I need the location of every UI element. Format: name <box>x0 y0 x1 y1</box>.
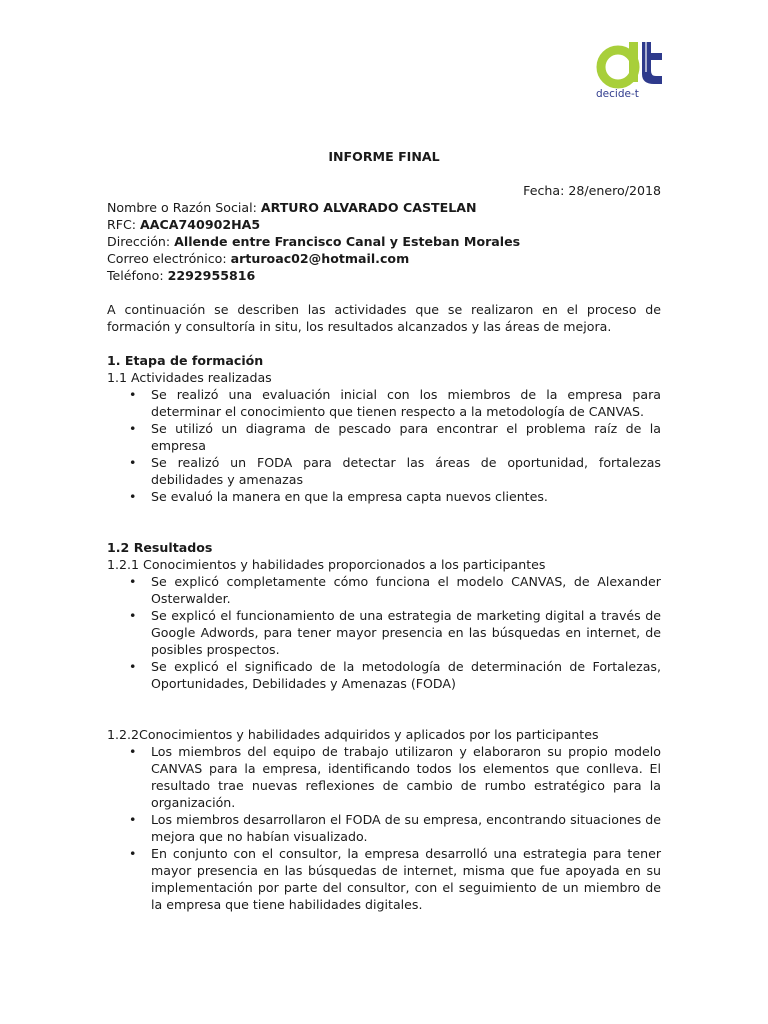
report-content <box>107 148 661 913</box>
section-1-2-2-subheading: 1.2.2Conocimientos y habilidades adquiridos y aplicados por los participantes <box>107 727 599 742</box>
list-item: • Se explicó el funcionamiento de una estrategia de marketing digital a través de Google Adwords, para tener mayor presencia en las búsquedas en internet, de posibles prospectos. <box>151 607 661 658</box>
field-email: Correo electrónico: arturoac02@hotmail.com <box>107 251 410 266</box>
section-1-2-1-list <box>107 573 661 692</box>
list-item: • Se evaluó la manera en que la empresa capta nuevos clientes. <box>151 488 661 505</box>
list-item: • Se realizó un FODA para detectar las áreas de oportunidad, fortalezas debilidades y amenazas <box>151 454 661 488</box>
field-phone: Teléfono: 2292955816 <box>107 268 256 283</box>
report-title: INFORME FINAL <box>328 149 440 164</box>
section-1-2-heading: 1.2 Resultados <box>107 540 213 555</box>
list-item: • Los miembros del equipo de trabajo utilizaron y elaboraron su propio modelo CANVAS para la empresa, identificando todos los elementos que conlleva. El resultado trae nuevas reflexiones de cambio de rumbo estratégico para la organización. <box>151 743 661 811</box>
company-logo <box>596 40 666 106</box>
section-1-heading: 1. Etapa de formación <box>107 353 264 368</box>
logo-text: decide-t <box>596 88 639 100</box>
section-1-2-1-subheading: 1.2.1 Conocimientos y habilidades proporcionados a los participantes <box>107 557 546 572</box>
field-address: Dirección: Allende entre Francisco Canal y Esteban Morales <box>107 234 521 249</box>
field-rfc: RFC: AACA740902HA5 <box>107 217 261 232</box>
list-item: • Los miembros desarrollaron el FODA de su empresa, encontrando situaciones de mejora que no habían visualizado. <box>151 811 661 845</box>
list-item: • En conjunto con el consultor, la empresa desarrolló una estrategia para tener mayor presencia en las búsquedas de internet, misma que fue apoyada en su implementación por parte del consultor, con el seguimiento de un miembro de la empresa que tiene habilidades digitales. <box>151 845 661 913</box>
section-1-2-2-list <box>107 743 661 913</box>
intro-paragraph: A continuación se describen las actividades que se realizaron en el proceso de formación y consultoría in situ, los resultados alcanzados y las áreas de mejora. <box>107 302 661 334</box>
section-1-1-list <box>107 386 661 505</box>
list-item: • Se explicó el significado de la metodología de determinación de Fortalezas, Oportunidades, Debilidades y Amenazas (FODA) <box>151 658 661 692</box>
field-name: Nombre o Razón Social: ARTURO ALVARADO CASTELAN <box>107 200 477 215</box>
list-item: • Se realizó una evaluación inicial con los miembros de la empresa para determinar el conocimiento que tienen respecto a la metodología de CANVAS. <box>151 386 661 420</box>
section-1-1-subheading: 1.1 Actividades realizadas <box>107 370 272 385</box>
list-item: • Se utilizó un diagrama de pescado para encontrar el problema raíz de la empresa <box>151 420 661 454</box>
list-item: • Se explicó completamente cómo funciona el modelo CANVAS, de Alexander Osterwalder. <box>151 573 661 607</box>
report-date: Fecha: 28/enero/2018 <box>523 183 661 198</box>
dt-logo-icon <box>596 40 666 90</box>
client-fields <box>107 199 661 284</box>
